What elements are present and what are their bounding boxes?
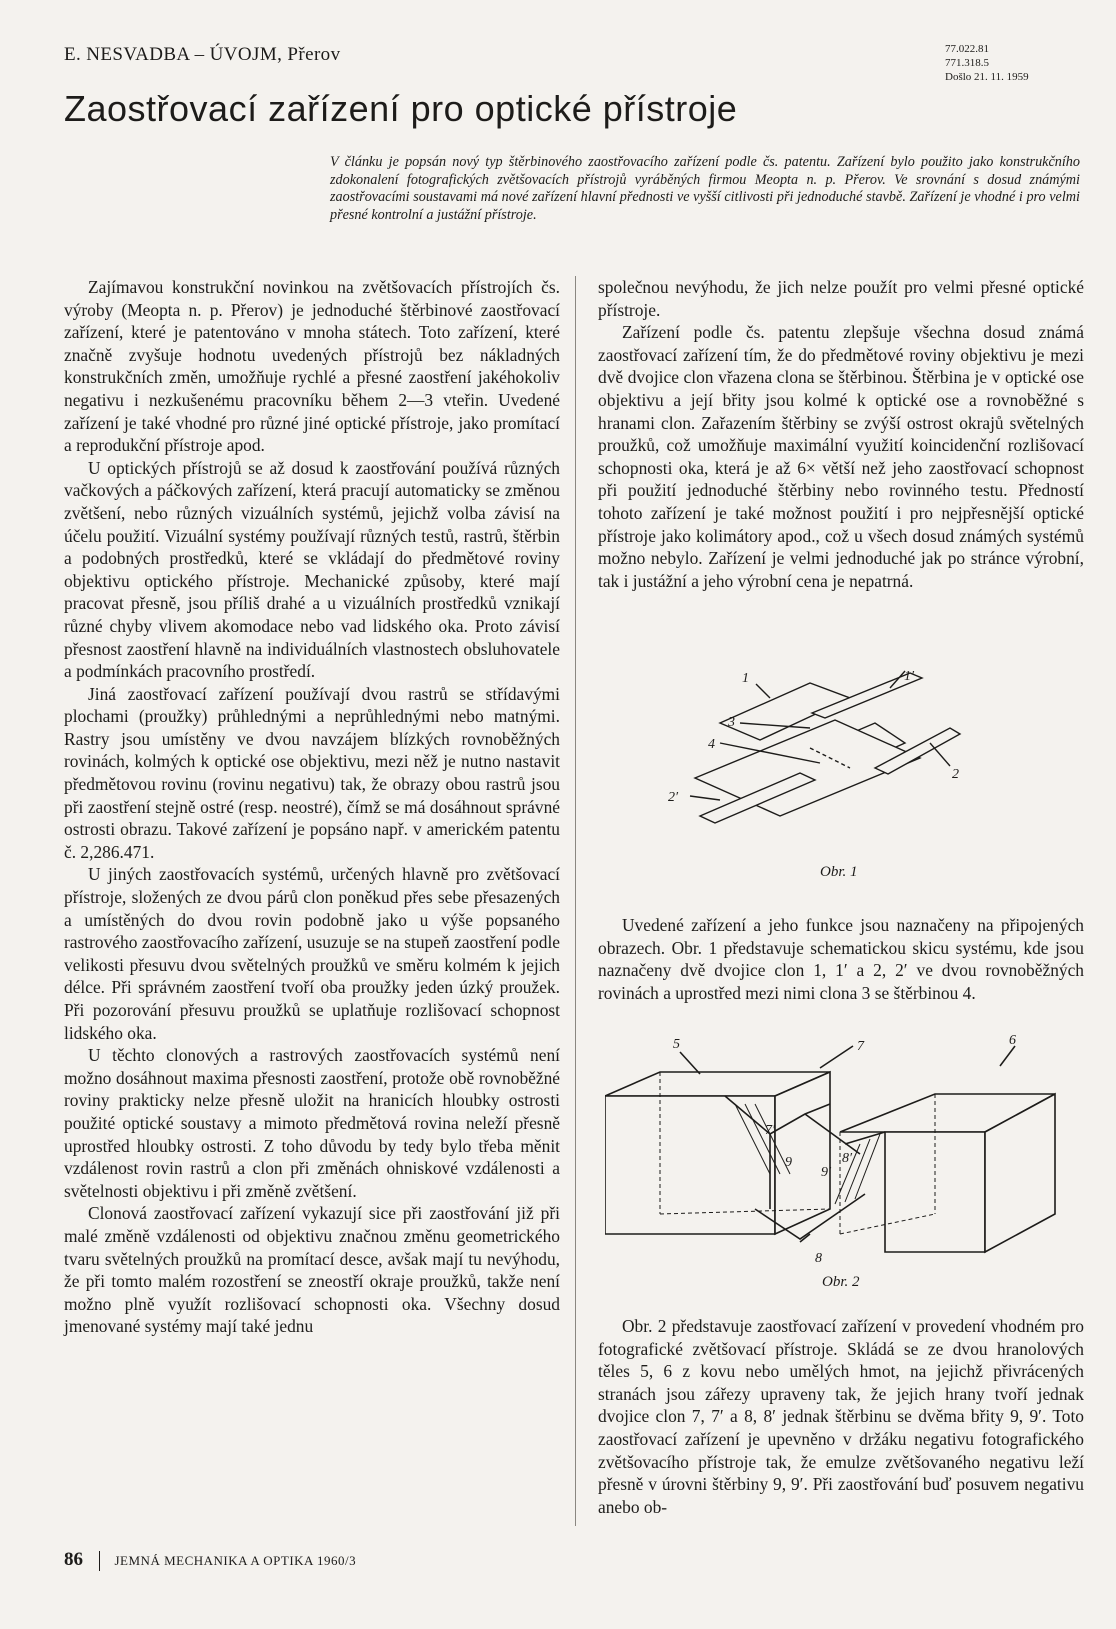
paragraph: Zařízení podle čs. patentu zlepšuje všechna dosud známá zaostřovací zařízení tím, že do předmětové roviny objektivu je mezi dvě dvojice clon vřazena clona se štěrbinou. Štěrbina je v optické ose objektivu a její břity jsou kolmé k optické ose a rovnoběžné s hranami clon. Zařazením štěrbiny se zvýší ostrost okrajů světelných proužků, což umožňuje maximální využití koincidenční rozlišovací schopnosti oka, která je až 6× větší než jeho zaostřovací schopnost při použití jednoduché štěrbiny nebo rovinného testu. Předností tohoto zařízení je také možnost použití i pro nejpřesnější optické přístroje jako kolimátory apod., což u všech dosud známých systémů možno nebylo. Zařízení je velmi jednoduché jak po stránce výrobní, tak i justážní a jeho výrobní cena je nepatrná. xyxy=(598,322,1084,591)
figure-2-diagram xyxy=(605,1034,1085,1266)
classification-meta xyxy=(945,42,1029,84)
fig2-label-9-prime: 9′ xyxy=(821,1165,832,1180)
fig2-label-5: 5 xyxy=(673,1037,680,1052)
paragraph: U těchto clonových a rastrových zaostřovacích systémů není možno dosáhnout maxima přesnosti zaostření, protože obě rovnoběžné roviny prakticky nelze přesně uložit na hranicích hloubky ostrosti použité optické soustavy a mimoto předmětová rovina neleží přesně uprostřed hloubky ostrosti. Z toho důvodu by tedy bylo třeba měnit vzdálenost rovin rastrů a clon při změnách ohniskové vzdálenosti a světelnosti objektivu i při změně zvětšení. xyxy=(64,1045,560,1201)
fig2-label-7-prime: 7′ xyxy=(765,1123,776,1138)
column-divider xyxy=(575,276,576,1526)
udc-code-2: 771.318.5 xyxy=(945,57,989,69)
page-footer xyxy=(64,1549,356,1571)
author-line: E. NESVADBA – ÚVOJM, Přerov xyxy=(64,44,341,65)
paragraph: U optických přístrojů se až dosud k zaostřování používá různých vačkových a páčkových zařízení, která pracují automaticky se změnou zvětšení, nebo různých vizuálních systémů, jejichž volba závisí na účelu použití. Vizuální systémy používají různých testů, rastrů, štěrbin a podobných prostředků, které se vkládají do předmětové roviny objektivu optického přístroje. Mechanické způsoby, které mají pracovat přesně, jsou příliš drahé a u vizuálních prostředků vznikají různé chyby vlivem akomodace nebo vad lidského oka. Proto závisí přesnost zaostření hlavně na individuálních vlastnostech obsluhovatele a podmínkách pracovního prostředí. xyxy=(64,457,560,682)
right-column xyxy=(598,276,1084,592)
right-column-2 xyxy=(598,914,1084,1004)
fig1-label-1-prime: 1′ xyxy=(904,669,915,684)
paragraph: Jiná zaostřovací zařízení používají dvou rastrů se střídavými plochami (proužky) průhlednými a neprůhlednými nebo matnými. Rastry jsou umístěny ve dvou navzájem blízkých rovnoběžných rovinách, kolmých k optické ose objektivu, mezi něž je nutno nastavit předmětovou rovinu (rovinu negativu) tak, že obrazy obou rastrů jsou při zaostření stejně ostré (resp. neostré), čímž se má dosáhnout správné ostrosti obrazu. Takové zařízení je popsáno např. v americkém patentu č. 2,286.471. xyxy=(64,683,560,862)
paragraph: Clonová zaostřovací zařízení vykazují sice při zaostřování již při malé změně vzdálenosti od objektivu značnou změnu geometrického tvaru světelných proužků na promítací desce, avšak mají tu nevýhodu, že při tomto malém rozostření se zneostří okraje proužků, takže není možno plně využít rozlišovací schopnosti oka. Všechny dosud jmenované systémy mají také jednu xyxy=(64,1203,560,1337)
udc-code-1: 77.022.81 xyxy=(945,43,989,55)
journal-name: JEMNÁ MECHANIKA A OPTIKA 1960/3 xyxy=(114,1553,357,1568)
figure-1-diagram xyxy=(660,668,990,848)
abstract: V článku je popsán nový typ štěrbinového zaostřovacího zařízení podle čs. patentu. Zařízení bylo použito jako konstrukčního zdokonalení fotografických zvětšovacích přístrojů vyráběných firmou Meopta n. p. Přerov. Ve srovnání s dosud známými zaostřovacími soustavami má nové zařízení hlavní přednosti ve vyšší citlivosti při jednoduché stavbě. Zařízení je vhodné i pro velmi přesné kontrolní a justážní přístroje. xyxy=(330,154,1080,223)
fig2-label-9: 9 xyxy=(785,1155,792,1170)
paragraph: Uvedené zařízení a jeho funkce jsou naznačeny na připojených obrazech. Obr. 1 představuje schematickou skicu systému, kde jsou naznačeny dvě dvojice clon 1, 1′ a 2, 2′ ve dvou rovnoběžných rovinách a uprostřed mezi nimi clona 3 se štěrbinou 4. xyxy=(598,915,1084,1003)
fig2-label-6: 6 xyxy=(1009,1034,1016,1048)
footer-divider xyxy=(99,1551,100,1571)
fig1-label-2: 2 xyxy=(952,767,959,782)
fig2-label-7: 7 xyxy=(857,1039,864,1054)
figure-2-caption: Obr. 2 xyxy=(822,1274,860,1290)
paragraph: Zajímavou konstrukční novinkou na zvětšovacích přístrojích čs. výroby (Meopta n. p. Přerov) je jednoduché štěrbinové zaostřovací zařízení, které je patentováno v mnoha státech. Toto zařízení, které značně zvyšuje hodnotu uvedených přístrojů bez nákladných konstrukčních změn, umožňuje rychlé a přesné zaostření jakéhokoliv negativu i nezkušenému pracovníku během 2—3 vteřin. Uvedené zařízení je také vhodné pro různé jiné optické přístroje, jako promítací a reprodukční přístroje apod. xyxy=(64,277,560,456)
fig1-label-3: 3 xyxy=(728,715,735,730)
fig1-label-1: 1 xyxy=(742,671,749,686)
paragraph: Obr. 2 představuje zaostřovací zařízení v provedení vhodném pro fotografické zvětšovací přístroje. Skládá se ze dvou hranolových těles 5, 6 z kovu nebo umělých hmot, na jejichž přivrácených stranách jsou zářezy upraveny tak, že jejich hrany tvoří jednak dvojice clon 7, 7′ a 8, 8′ jednak štěrbinu se dvěma břity 9, 9′. Toto zaostřovací zařízení je upevněno v držáku negativu fotografického zvětšovacího přístroje tak, že emulze zvětšovaného negativu leží přesně v úrovni štěrbiny 9, 9′. Při zaostřování buď posuvem negativu anebo ob- xyxy=(598,1316,1084,1517)
fig2-label-8: 8 xyxy=(815,1251,822,1266)
left-column xyxy=(64,276,560,1338)
paragraph: U jiných zaostřovacích systémů, určených hlavně pro zvětšovací přístroje, složených ze dvou párů clon poněkud přes sebe přesazených a umístěných do dvou rovin podobně jako u výše popsaného rastrového zaostřovacího zařízení, usuzuje se na stupeň zaostření podle velikosti přesuvu dvou světelných proužků ve směru kolmém k jejich délce. Při správném zaostření tvoří oba proužky jeden úzký proužek. Při pozorování přesuvu proužků se uplatňuje rozlišovací schopnost lidského oka. xyxy=(64,864,560,1043)
figure-1-caption: Obr. 1 xyxy=(820,864,858,880)
page-number: 86 xyxy=(64,1549,83,1570)
fig2-label-8-prime: 8′ xyxy=(842,1151,853,1166)
right-column-3 xyxy=(598,1315,1084,1518)
article-title: Zaostřovací zařízení pro optické přístroje xyxy=(64,88,738,129)
paragraph: společnou nevýhodu, že jich nelze použít pro velmi přesné optické přístroje. xyxy=(598,277,1084,320)
fig1-label-2-prime: 2′ xyxy=(668,790,679,805)
received-date: Došlo 21. 11. 1959 xyxy=(945,71,1029,83)
fig1-label-4: 4 xyxy=(708,737,715,752)
